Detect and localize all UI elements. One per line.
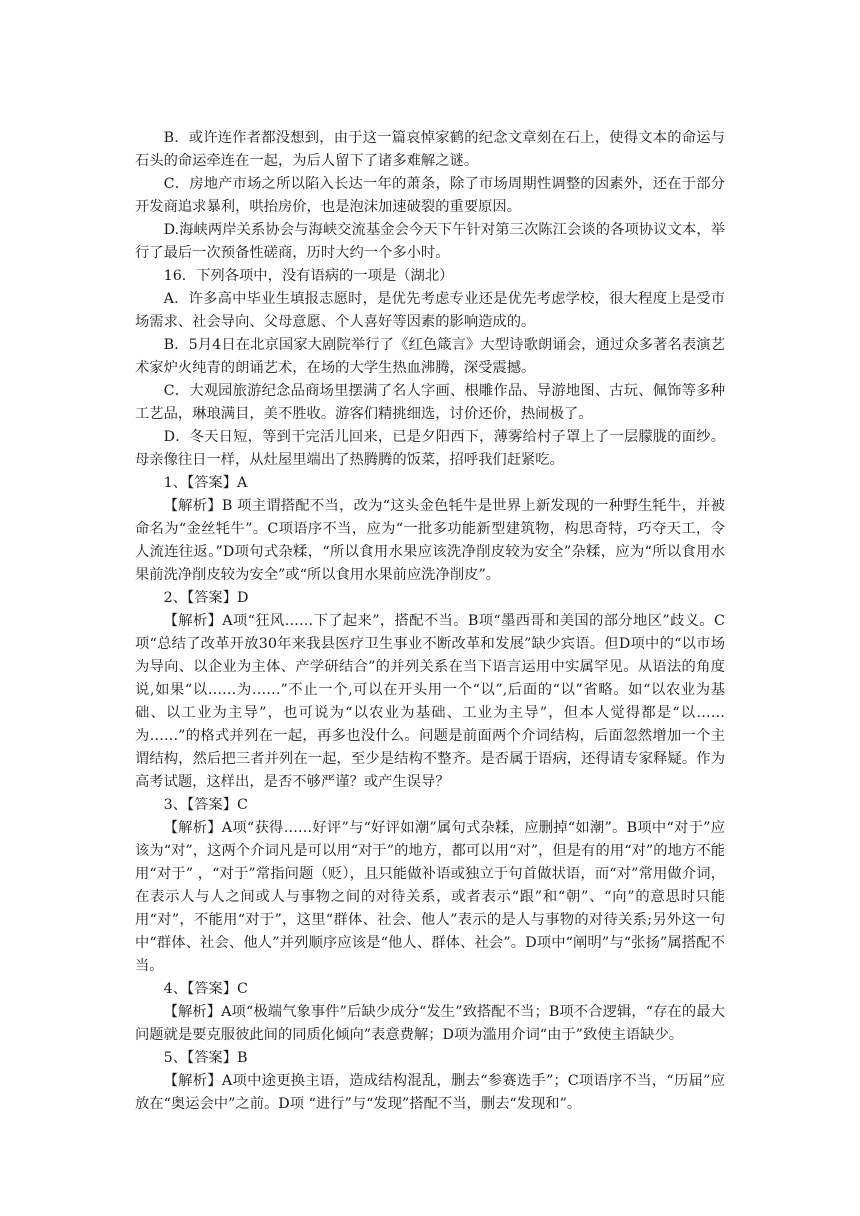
option-b-q15: B．或许连作者都没想到，由于这一篇哀悼家鹤的纪念文章刻在石上，使得文本的命运与石头的命运牵连在一起，为后人留下了诸多难解之谜。	[135, 130, 725, 169]
answer-3: 3、【答案】C	[163, 797, 248, 813]
answer-1: 1、【答案】A	[163, 475, 248, 491]
option-b-q16: B．5月4日在北京国家大剧院举行了《红色箴言》大型诗歌朗诵会，通过众多著名表演艺术家炉火纯青的朗诵艺术，在场的大学生热血沸腾，深受震撼。	[135, 337, 725, 376]
analysis-1: 【解析】B 项主谓搭配不当，改为“这头金色牦牛是世界上新发现的一种野生牦牛，并被命名为“金丝牦牛”。C项语序不当，应为“一批多功能新型建筑物，构思奇特，巧夺天工，令人流连往返。”D项句式杂糅，“所以食用水果应该洗净削皮较为安全”杂糅，应为“所以食用水果前洗净削皮较为安全”或“所以食用水果前应洗净削皮”。	[135, 498, 725, 583]
answer-5: 5、【答案】B	[163, 1050, 248, 1066]
option-a-q16: A．许多高中毕业生填报志愿时，是优先考虑专业还是优先考虑学校，很大程度上是受市场需求、社会导向、父母意愿、个人喜好等因素的影响造成的。	[135, 291, 725, 330]
option-c-q16: C．大观园旅游纪念品商场里摆满了名人字画、根雕作品、导游地图、古玩、佩饰等多种工艺品，琳琅满目，美不胜收。游客们精挑细选，讨价还价，热闹极了。	[135, 383, 725, 422]
answer-2: 2、【答案】D	[163, 590, 249, 606]
option-c-q15: C．房地产市场之所以陷入长达一年的萧条，除了市场周期性调整的因素外，还在于部分开发商追求暴利，哄抬房价，也是泡沫加速破裂的重要原因。	[135, 176, 725, 215]
answer-4: 4、【答案】C	[163, 981, 248, 997]
analysis-3: 【解析】A项“获得……好评”与“好评如潮”属句式杂糅，应删掉“如潮”。B项中“对于”应该为“对”，这两个介词凡是可以用“对于”的地方，都可以用“对”，但是有的用“对”的地方不能用“对于” ，“对于”常指问题（贬），且只能做补语或独立于句首做状语，而“对”常用做介词，在表示人与人之间或人与事物之间的对待关系，或者表示“跟”和“朝”、“向”的意思时只能用“对”，不能用“对于”，这里“群体、社会、他人”表示的是人与事物的对待关系;另外这一句中“群体、社会、他人”并列顺序应该是“他人、群体、社会”。D项中“阐明”与“张扬”属搭配不当。	[135, 820, 725, 974]
option-d-q16: D．冬天日短，等到干完活儿回来，已是夕阳西下，薄雾给村子罩上了一层朦胧的面纱。母亲像往日一样，从灶屋里端出了热腾腾的饭菜，招呼我们赶紧吃。	[135, 429, 725, 468]
analysis-2: 【解析】A项“狂风……下了起来”，搭配不当。B项“墨西哥和美国的部分地区”歧义。C项“总结了改革开放30年来我县医疗卫生事业不断改革和发展”缺少宾语。但D项中的“以市场为导向、以企业为主体、产学研结合”的并列关系在当下语言运用中实属罕见。从语法的角度说,如果“以……为……”不止一个,可以在开头用一个“以”,后面的“以”省略。如“以农业为基础、以工业为主导”，也可说为“以农业为基础、工业为主导”，但本人觉得都是“以……为……”的格式并列在一起，再多也没什么。问题是前面两个介词结构，后面忽然增加一个主谓结构，然后把三者并列在一起，至少是结构不整齐。是否属于语病，还得请专家释疑。作为高考试题，这样出，是否不够严谨？或产生误导？	[135, 613, 725, 790]
analysis-5: 【解析】A项中途更换主语，造成结构混乱，删去“参赛选手”；C项语序不当，“历届”应放在“奥运会中”之前。D项 “进行”与“发现”搭配不当，删去“发现和”。	[135, 1073, 725, 1112]
document-page	[135, 127, 725, 1116]
analysis-4: 【解析】A项“极端气象事件”后缺少成分“发生”致搭配不当；B项不合逻辑，“存在的最大问题就是要克服彼此间的同质化倾向”表意费解；D项为滥用介词“由于”致使主语缺少。	[135, 1004, 725, 1043]
option-d-q15: D.海峡两岸关系协会与海峡交流基金会今天下午针对第三次陈江会谈的各项协议文本，举行了最后一次预备性磋商，历时大约一个多小时。	[135, 222, 725, 261]
question-16: 16．下列各项中，没有语病的一项是（湖北）	[163, 268, 454, 284]
